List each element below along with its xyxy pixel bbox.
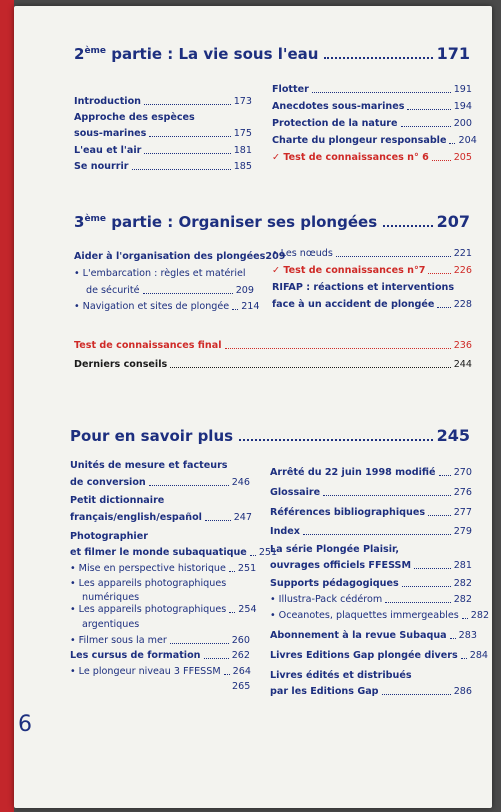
section-3-heading[interactable] bbox=[74, 212, 470, 231]
toc-subentry-line[interactable]: • Les appareils photographiques bbox=[70, 576, 226, 591]
toc-entry[interactable]: Arrêté du 22 juin 1998 modifié 270 bbox=[270, 467, 472, 478]
section-3-page: 207 bbox=[436, 212, 470, 231]
toc-entry[interactable]: Abonnement à la revue Subaqua 283 bbox=[270, 630, 477, 641]
toc-entry-line[interactable]: Approche des espèces bbox=[74, 112, 195, 123]
heading-leader-dots bbox=[383, 225, 432, 227]
toc-subentry[interactable]: • Mise en perspective historique 251 bbox=[70, 561, 250, 576]
toc-subentry[interactable]: • Les nœuds 221 bbox=[272, 246, 472, 261]
toc-entry[interactable]: français/english/español 247 bbox=[70, 512, 252, 523]
toc-entry[interactable]: Livres Editions Gap plongée divers 284 bbox=[270, 650, 489, 661]
toc-page-continuation: 265 bbox=[232, 681, 251, 692]
toc-entry[interactable]: Supports pédagogiques 282 bbox=[270, 578, 472, 589]
heading-leader-dots bbox=[239, 439, 433, 441]
toc-entry-final-test[interactable]: Test de connaissances final 236 bbox=[74, 340, 472, 351]
book-page bbox=[14, 6, 492, 808]
toc-subentry[interactable]: • Les appareils photographiques 254 bbox=[70, 602, 250, 617]
toc-entry-test[interactable]: ✓ Test de connaissances n°7 226 bbox=[272, 265, 472, 276]
toc-entry-line[interactable]: La série Plongée Plaisir, bbox=[270, 544, 400, 555]
toc-subentry[interactable]: • Le plongeur niveau 3 FFESSM 264 bbox=[70, 664, 250, 679]
toc-entry[interactable]: Index 279 bbox=[270, 526, 472, 537]
toc-entry[interactable]: sous-marines 175 bbox=[74, 128, 252, 139]
toc-entry[interactable]: Références bibliographiques 277 bbox=[270, 507, 472, 518]
more-heading[interactable] bbox=[70, 426, 470, 445]
section-2-ordinal: 2ème bbox=[74, 45, 107, 63]
section-2-page: 171 bbox=[436, 44, 470, 63]
toc-entry[interactable]: face à un accident de plongée 228 bbox=[272, 299, 472, 310]
toc-subentry-line[interactable]: numériques bbox=[82, 592, 140, 603]
toc-entry-line[interactable]: Petit dictionnaire bbox=[70, 495, 165, 506]
toc-subentry[interactable]: • Navigation et sites de plongée 214 bbox=[74, 299, 254, 314]
toc-subentry[interactable]: • Illustra-Pack cédérom 282 bbox=[270, 592, 472, 607]
toc-entry-line[interactable]: Photographier bbox=[70, 531, 148, 542]
cover-edge-strip bbox=[0, 0, 14, 812]
toc-subentry[interactable]: • Oceanotes, plaquettes immergeables 282 bbox=[270, 608, 472, 623]
toc-entry[interactable]: Glossaire 276 bbox=[270, 487, 472, 498]
page-number: 6 bbox=[18, 712, 32, 737]
toc-entry-line[interactable]: Livres édités et distribués bbox=[270, 670, 412, 681]
toc-entry-line[interactable]: Unités de mesure et facteurs bbox=[70, 460, 228, 471]
toc-entry-last-tips[interactable]: Derniers conseils 244 bbox=[74, 359, 472, 370]
section-2-title: partie : La vie sous l'eau bbox=[111, 45, 319, 63]
toc-entry[interactable]: Introduction 173 bbox=[74, 96, 252, 107]
toc-subentry[interactable]: • Filmer sous la mer 260 bbox=[70, 633, 250, 648]
toc-entry[interactable]: Protection de la nature 200 bbox=[272, 118, 472, 129]
more-page: 245 bbox=[436, 426, 470, 445]
section-3-title: partie : Organiser ses plongées bbox=[111, 213, 378, 231]
toc-entry-line[interactable]: RIFAP : réactions et interventions bbox=[272, 282, 455, 293]
toc-entry[interactable]: Aider à l'organisation des plongées 209 bbox=[74, 251, 286, 262]
more-title: Pour en savoir plus bbox=[70, 427, 234, 445]
toc-entry[interactable]: Flotter 191 bbox=[272, 84, 472, 95]
toc-entry[interactable]: Les cursus de formation 262 bbox=[70, 650, 250, 661]
section-2-heading[interactable] bbox=[74, 44, 470, 63]
toc-entry[interactable]: Charte du plongeur responsable 204 bbox=[272, 135, 477, 146]
toc-entry[interactable]: Anecdotes sous-marines 194 bbox=[272, 101, 472, 112]
toc-entry[interactable]: de conversion 246 bbox=[70, 477, 250, 488]
toc-subentry[interactable]: de sécurité 209 bbox=[86, 285, 254, 296]
toc-subentry-line[interactable]: argentiques bbox=[82, 619, 140, 630]
toc-entry-test[interactable]: ✓ Test de connaissances n° 6 205 bbox=[272, 152, 472, 163]
toc-subentry-line[interactable]: • L'embarcation : règles et matériel bbox=[74, 266, 246, 281]
toc-entry[interactable]: L'eau et l'air 181 bbox=[74, 145, 252, 156]
toc-entry[interactable]: et filmer le monde subaquatique 251 bbox=[70, 547, 278, 558]
toc-entry[interactable]: par les Editions Gap 286 bbox=[270, 686, 472, 697]
heading-leader-dots bbox=[324, 57, 432, 59]
toc-entry[interactable]: Se nourrir 185 bbox=[74, 161, 252, 172]
section-3-ordinal: 3ème bbox=[74, 213, 107, 231]
toc-entry[interactable]: ouvrages officiels FFESSM 281 bbox=[270, 560, 472, 571]
